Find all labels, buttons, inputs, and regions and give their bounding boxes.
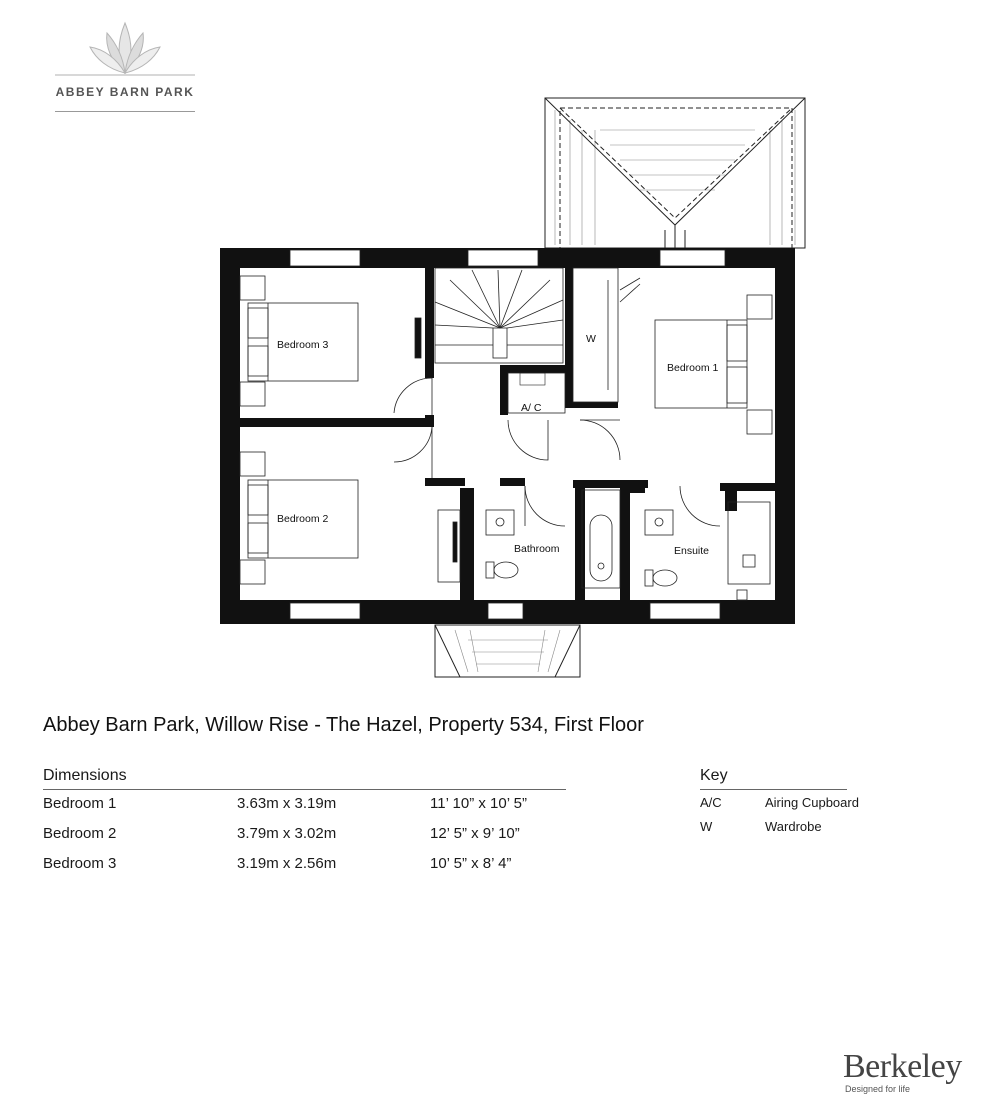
key-code: W [700,819,713,834]
key-meaning: Airing Cupboard [765,795,859,810]
key-meaning: Wardrobe [765,819,822,834]
room-label-airing-cupboard: A/ C [521,402,542,414]
room-label-bathroom: Bathroom [514,543,560,555]
key-row [700,790,859,814]
room-label-bedroom-1: Bedroom 1 [667,362,719,374]
logo-text: ABBEY BARN PARK [55,85,195,99]
development-logo [50,15,200,115]
dimension-imperial: 12’ 5” x 9’ 10” [430,825,520,842]
dimension-imperial: 11’ 10” x 10’ 5” [430,795,527,812]
dimension-metric: 3.19m x 2.56m [237,855,337,872]
staircase [435,268,563,363]
logo-divider [55,111,195,112]
dimensions-row [43,850,566,880]
dimension-room: Bedroom 3 [43,855,117,872]
bed-bedroom-2 [240,452,460,584]
key-code: A/C [700,795,722,810]
dimensions-row [43,820,566,850]
dimensions-table [43,767,566,880]
windows [290,250,725,619]
room-label-bedroom-2: Bedroom 2 [277,513,329,525]
key-heading: Key [700,767,847,790]
dimension-metric: 3.63m x 3.19m [237,795,337,812]
lotus-icon [50,15,200,85]
room-label-bedroom-3: Bedroom 3 [277,339,329,351]
bathroom-fixtures [486,490,620,588]
brand-logo [843,1050,973,1094]
floor-plan [210,90,810,690]
porch-canopy [435,625,580,677]
brand-name: Berkeley [843,1048,962,1085]
dimensions-row [43,790,566,820]
dimension-room: Bedroom 1 [43,795,117,812]
brand-tagline: Designed for life [845,1084,911,1094]
dimension-metric: 3.79m x 3.02m [237,825,337,842]
dimension-imperial: 10’ 5” x 8’ 4” [430,855,512,872]
doors [394,278,720,526]
key-row [700,814,847,838]
bed-bedroom-3 [240,276,421,406]
room-label-ensuite: Ensuite [674,545,710,557]
room-label-wardrobe: W [586,333,596,345]
roof-canopy-top [545,98,805,248]
dimension-room: Bedroom 2 [43,825,117,842]
dimensions-heading: Dimensions [43,767,566,790]
exterior-walls [220,248,795,624]
page-title: Abbey Barn Park, Willow Rise - The Hazel, Property 534, First Floor [43,714,644,736]
key-legend [700,767,859,838]
cupboard-shelf [520,373,545,385]
